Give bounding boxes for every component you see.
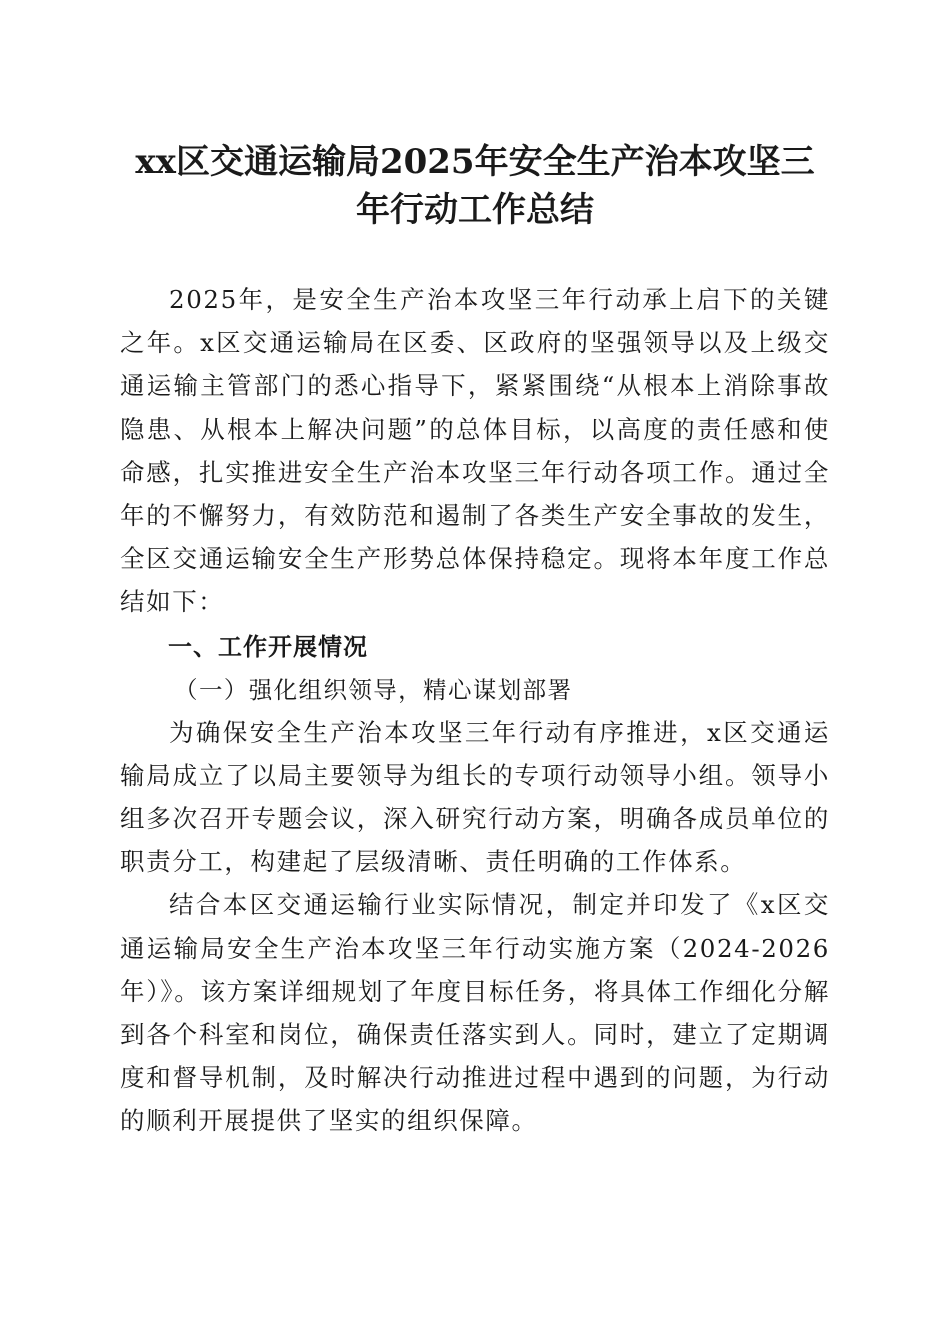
section-heading: 一、工作开展情况	[168, 632, 368, 661]
body-paragraph-2: 结合本区交通运输行业实际情况，制定并印发了《x区交通运输局安全生产治本攻坚三年行动实施方案（2024-2026年）》。该方案详细规划了年度目标任务，将具体工作细化分解到各个科室和岗位，确保责任落实到人。同时，建立了定期调度和督导机制，及时解决行动推进过程中遇到的问题，为行动的顺利开展提供了坚实的组织保障。	[120, 890, 830, 1136]
title-line-2: 年行动工作总结	[356, 190, 594, 230]
body-paragraph-1: 为确保安全生产治本攻坚三年行动有序推进，x区交通运输局成立了以局主要领导为组长的专项行动领导小组。领导小组多次召开专题会议，深入研究行动方案，明确各成员单位的职责分工，构建起了层级清晰、责任明确的工作体系。	[120, 717, 830, 877]
intro-paragraph: 2025年，是安全生产治本攻坚三年行动承上启下的关键之年。x区交通运输局在区委、区政府的坚强领导以及上级交通运输主管部门的悉心指导下，紧紧围绕“从根本上消除事故隐患、从根本上解决问题”的总体目标，以高度的责任感和使命感，扎实推进安全生产治本攻坚三年行动各项工作。通过全年的不懈努力，有效防范和遏制了各类生产安全事故的发生，全区交通运输安全生产形势总体保持稳定。现将本年度工作总结如下：	[120, 285, 830, 617]
subsection-heading: （一）强化组织领导，精心谋划部署	[174, 675, 573, 704]
document-body	[120, 278, 830, 1143]
title-line-1: xx区交通运输局2025年安全生产治本攻坚三	[135, 142, 815, 182]
document-title	[110, 138, 840, 234]
